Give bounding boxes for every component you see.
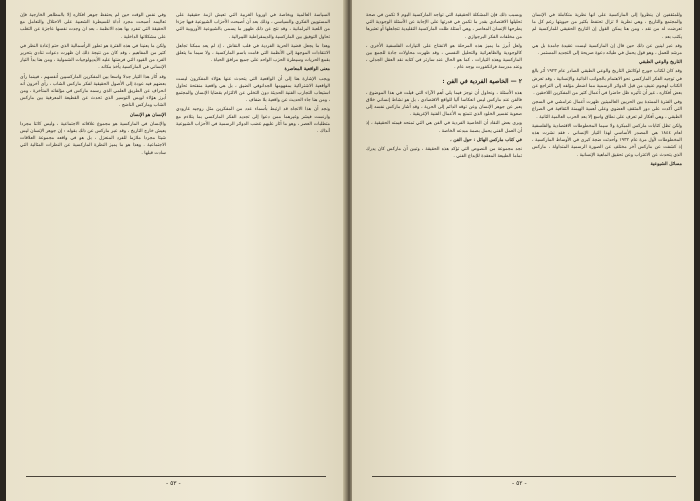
right-page-inner-column xyxy=(366,12,522,480)
paragraph: والإنسان في الماركسية هو مجموع علاقاته الاجتماعية ، وليس كائنا مجردا يعيش خارج التاريخ ، وقد عبر ماركس عن ذلك بقوله : إن جوهر الإنسان ليس شيئا مجردا ملازما للفرد المنعزل ، بل هو في واقعه مجموعة العلاقات الاجتماعية . وهذا هو ما يميز النظرة الماركسية عن النظرات المثالية التي سادت قبلها . xyxy=(20,121,166,156)
page-number: - ٥٣ - xyxy=(166,480,181,487)
paragraph: ولكن تظل كتابات ماركس المبكرة ولا سيما المخطوطات الاقتصادية والفلسفية لعام ١٨٤٤ هي المصدر الأساسي لهذا التيار الإنساني ، فقد نشرت هذه المخطوطات لأول مرة عام ١٩٣٢ وأحدثت ضجة كبرى في الأوساط الماركسية ، إذ كشفت عن ماركس آخر مختلف عن الصورة الرسمية المتداولة ، ماركس الذي يتحدث عن الاغتراب وعن تحقيق الماهية الإنسانية . xyxy=(532,123,682,158)
footer-rule xyxy=(26,476,326,477)
paragraph: ولكن ما يعنينا في هذه الفترة هو تطور الرأسمالية الذي حتم إعادة النظر في كثير من المفاهيم ، وقد كان من نتيجة ذلك ان ظهرت دعوات تنادي بتحرير الفرد من القيود التي فرضتها عليه الأيديولوجيات الشمولية ، ومن هنا بدأ التيار الإنساني في الماركسية يأخذ مكانه . xyxy=(20,43,166,71)
paragraph: وبسبب ذلك فإن المشكلة الحقيقية التي تواجه الماركسية اليوم لا تكمن في صحة تحليلها الاقتصادي بقدر ما تكمن في قدرتها على الإجابة عن الأسئلة الوجودية التي يطرحها الإنسان المعاصر ، وهي أسئلة ظلت الماركسية التقليدية تتجاهلها أو تعتبرها من مخلفات الفكر البرجوازي . xyxy=(366,13,522,40)
right-page-outer-column xyxy=(532,12,682,480)
section-heading: ٢ — الخاصية الفردية في الفن : xyxy=(442,77,522,85)
footer-rule xyxy=(372,476,676,477)
emphasis-phrase: في كتاب ماركس الهائل : حول الفن ، xyxy=(450,137,522,143)
page-number: - ٥٢ - xyxy=(512,480,527,487)
paragraph: ولعل أبرز ما يميز هذه المرحلة هو الانفتاح على التيارات الفلسفية الأخرى ، كالوجودية والظاهراتية والتحليل النفسي ، وقد ظهرت محاولات جادة للجمع بين الماركسية وهذه التيارات ، كما هو الحال عند سارتر في كتابه نقد العقل الجدلي ، وعند مدرسة فرانكفورت بوجه عام . xyxy=(366,43,522,71)
emphasis-phrase: التاريخ والوعي الطبقي xyxy=(639,60,682,66)
paragraph: وهذا ما يجعل قضية الحرية الفردية في قلب النقاش ، إذ لم يعد ممكنا تجاهل الانتقادات الموجهة إلى الأنظمة التي قامت باسم الماركسية ، ولا سيما ما يتعلق بقمع الحريات وسيطرة الحزب الواحد على جميع مرافق الحياة . xyxy=(176,43,330,64)
paragraph: السياسة العالمية وبخاصة في أوروبا الغربية التي تعيش أزمة حقيقية على المستويين الفكري والسياسي ، وذلك بعد أن أصبحت الأحزاب الشيوعية فيها جزءا من اللعبة البرلمانية ، وقد نتج عن ذلك ظهور ما يسمى بالشيوعية الأوروبية التي تحاول التوفيق بين الماركسية والديمقراطية الليبرالية . xyxy=(176,13,330,40)
paragraph: وقد عبر لينين عن ذلك حين قال إن الماركسية ليست عقيدة جامدة بل هي مرشد للعمل ، وهو قول يحمل في طياته دعوة صريحة إلى التجديد المستمر . xyxy=(532,43,682,57)
right-page xyxy=(352,0,694,501)
left-page-inner-column xyxy=(176,12,330,480)
paragraph: هذه الأسئلة ، ونحاول أن نوجز فيما يلي أهم الآراء التي قيلت في هذا الموضوع ، فالفن عند ماركس ليس انعكاسا آليا للواقع الاقتصادي ، بل هو نشاط إنساني خلاق يعبر عن جوهر الإنسان وعن توقه الدائم إلى الحرية ، وقد أشار ماركس نفسه إلى صعوبة تفسير الخلود الذي تتمتع به الأعمال الفنية الإغريقية . xyxy=(366,90,522,118)
emphasis-phrase: معنى الواقعية المعاصرة xyxy=(284,67,330,73)
emphasis-phrase: الإنسان هو الإنسان xyxy=(129,112,166,118)
paragraph: وقد كان لكتاب جورج لوكاتش التاريخ والوعي الطبقي الصادر عام ١٩٢٣ أثر بالغ في توجيه الفكر الماركسي نحو الاهتمام بالجوانب الذاتية والإنسانية ، وقد تعرض الكتاب لهجوم عنيف من قبل الدوائر الرسمية مما اضطر مؤلفه إلى التراجع عن بعض أفكاره ، غير أن تأثيره ظل حاضرا في أعمال كثير من المفكرين اللاحقين . xyxy=(532,69,682,97)
paragraph: ونجد أن هذا الاتجاه قد ارتبط بأسماء عدد من المفكرين مثل روجيه غارودي وارنست فيشر وغيرهما ممن دعوا إلى تجديد الفكر الماركسي بما يتلاءم مع متطلبات العصر ، وهو ما أثار عليهم غضب الدوائر الرسمية في الأحزاب الشيوعية آنذاك . xyxy=(176,107,330,135)
paragraph: ويرى بعض النقاد أن الخاصية الفردية في الفن هي التي تمنحه قيمته الحقيقية ، إذ أن العمل الفني يحمل بصمة مبدعه الخاصة . xyxy=(366,121,522,134)
paragraph: وفي الفترة الممتدة بين الحربين العالميتين ظهرت أعمال غرامشي في السجن التي أكدت على دور المثقف العضوي وعلى أهمية الهيمنة الثقافية في الصراع الطبقي ، وهي أفكار لم تعرف على نطاق واسع إلا بعد الحرب العالمية الثانية . xyxy=(532,100,682,120)
left-page xyxy=(6,0,346,501)
paragraph: نجد مجموعة من النصوص التي تؤكد هذه الحقيقة ، وتبين أن ماركس كان يدرك تماما الطبيعة المعقدة للإبداع الفني . xyxy=(366,147,522,160)
paragraph: وللمثقفين أن ينظروا إلى الماركسية على أنها نظرية متكاملة في الإنسان والمجتمع والتاريخ ، وهي نظرية لا تزال تحتفظ بكثير من حيويتها رغم كل ما تعرضت له من نقد ، ومن هنا يمكن القول إن التاريخ الحقيقي للماركسية لم يكتب بعد . xyxy=(532,13,682,40)
paragraph: وفي نفس الوقت حين لم يحتفظ جوهر أفكاره إلا بالمظاهر الخارجية فإن تعاليمه أصبحت مجرد أداة للسيطرة الشعبية على الاحتلال والتعامل مع الحقيقة التي تنفرد بها هذه الانظمة ، بعد ان وجدت نفسها عاجزة عن التغلب على مشكلاتها الداخلية . xyxy=(20,13,166,40)
paragraph: وقد أثار هذا التيار جدلا واسعا بين المفكرين الماركسيين أنفسهم ، فبينما رأى بعضهم فيه عودة إلى الأصول الحقيقية لفكر ماركس الشاب ، رأى آخرون أنه انحراف عن الطريق العلمي الذي رسمه ماركس في مؤلفاته المتأخرة ، ومن أبرز هؤلاء لويس التوسير الذي تحدث عن القطيعة المعرفية بين ماركس الشاب وماركس الناضج . xyxy=(20,74,166,109)
paragraph: ويجب الإشارة هنا إلى أن الواقعية التي يتحدث عنها هؤلاء المفكرون ليست الواقعية الاشتراكية بمفهومها الجدانوفي الضيق ، بل هي واقعية منفتحة تحاول استيعاب التجارب الفنية الحديثة دون التخلي عن الالتزام بقضايا الإنسان والمجتمع ، ومن هنا جاء الحديث عن واقعية بلا ضفاف . xyxy=(176,76,330,104)
left-page-outer-column xyxy=(20,12,166,480)
emphasis-phrase: مسائل الشيوعية xyxy=(650,161,682,167)
